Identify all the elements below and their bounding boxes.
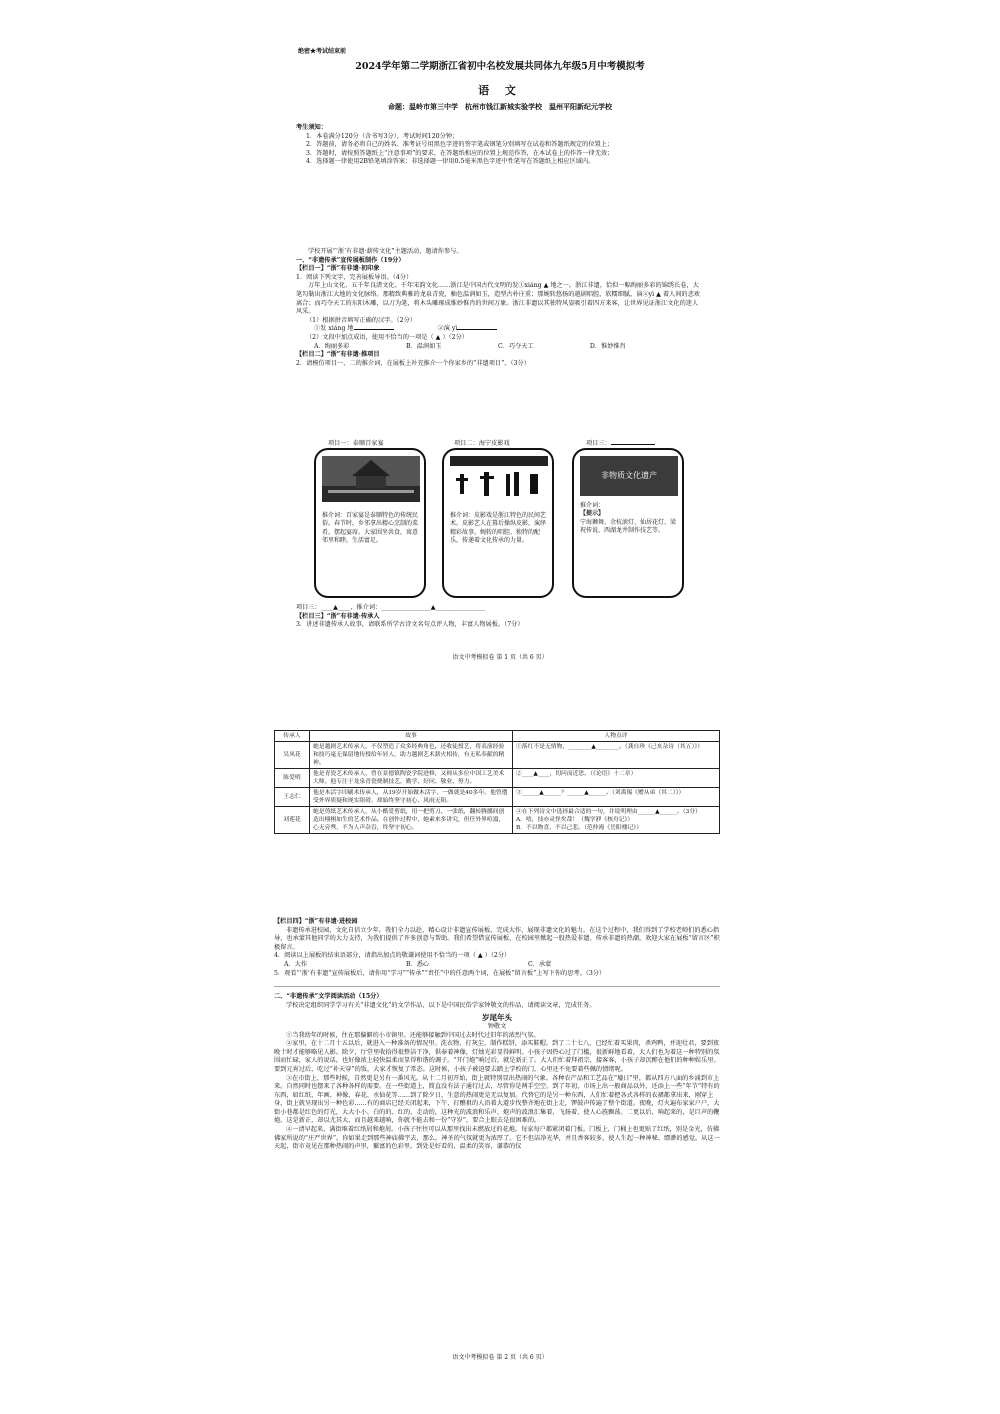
table-row: [275, 742, 720, 769]
table-header: 故事: [310, 731, 513, 742]
banquet-photo: [322, 456, 420, 502]
heritage-banner: 非物质文化遗产: [580, 456, 678, 496]
option-c: C．巧夺天工: [497, 342, 534, 350]
column2-heading: 【栏目二】“浙”有非遗·推项目: [296, 351, 380, 359]
table-row: [275, 807, 720, 834]
question-1-1: （1）根据拼音填写正确的汉字。（2分）: [306, 316, 416, 324]
project2-title: 项目二：海宁皮影戏: [454, 440, 510, 447]
column3-heading: 【栏目三】“浙”有非遗·传承人: [296, 612, 380, 620]
project1-title: 项目一：泰顺百家宴: [328, 440, 384, 447]
project3-text: 推介词：: [580, 502, 605, 509]
project2-text: 推介词：皮影戏是浙江特色的民间艺术。皮影艺人在幕后操纵皮影，演绎精彩故事，婉转的唱腔、独特的配乐，传递着文化传承的力量。: [450, 512, 547, 545]
inheritor-story: 他是青瓷艺术传承人，曾在景德镇陶瓷学院进修，又师从多位中国工艺美术大师。他专注于龙泉青瓷烧制技艺，勤学、好问、敬业、努力。: [310, 769, 513, 788]
notice-title: 考生须知：: [296, 124, 327, 131]
section1-tail: [296, 604, 700, 630]
section1-block: [296, 248, 700, 368]
passage-1: 万年上山文化、五千年良渚文化、千年宋韵文化……浙江是中国古代文明的发①xiáng ▲ 地之一。浙江非遗，恰似一幅绚丽多彩的锦绣长卷，大笔勾勒出浙江大地的文化脉络。那精致典雅的龙泉青瓷，釉色温润如玉，造型古朴庄重；那婉转悠扬的越剧唱腔，软糯细腻，演②yì ▲ 着人间的悲欢离合；而巧夺天工的东阳木雕，以刀为笔，将木头雕琢成惟妙惟肖的世间万象。浙江非遗以其独特风姿吸引着四方来客，让世界见证浙江文化的迷人风采。: [296, 282, 700, 316]
exam-title: 2024学年第二学期浙江省初中名校发展共同体九年级5月中考模拟考: [355, 61, 645, 72]
tip-text: 宁海狮舞、余杭滚灯、仙居花灯、梁祝传说、西湖龙井制作技艺等。: [580, 518, 677, 535]
inheritor-comment: ②____▲____，切问而近思。（《论语》十二章）: [513, 769, 720, 788]
blank-b: ②演 yì: [437, 325, 458, 333]
shadow-puppet-image: [450, 456, 548, 502]
notice-item: 2．答题前，请务必将自己的姓名、准考证号用黑色字迹的签字笔或钢笔分别填写在试卷和答题纸规定的位置上；: [306, 141, 614, 149]
inheritor-story: 他是木活字印刷术传承人，从19岁开始做木活字，一做就是40多年。他曾遭受外界质疑和现实阻碍，却始终坚守初心，风雨无阻。: [310, 788, 513, 807]
question-1: 1．阅读下列文字，完善展板导语。（4分）: [296, 273, 413, 281]
exam-page-1: [262, 36, 738, 668]
project1-text: 推介词：百家宴是泰顺特色的传统民俗。春节时，乡邻拿出精心烹制的菜肴，摆起宴席。大家围坐共食，寓意邻里和睦，生活富足。: [322, 512, 419, 545]
section2-intro: 学校决定组织同学学习有关“非遗文化”的文学作品，以下是中国民俗学家钟敬文的作品，请阅读文章，完成任务。: [286, 1001, 596, 1009]
column1-heading: 【栏目一】“浙”有非遗·初印象: [296, 265, 380, 273]
table-header: 传承人: [275, 731, 310, 742]
question-4-options: [274, 961, 720, 970]
notice-item: 3．答题时，请按照答题纸上“注意事项”的要求，在答题纸相应的位置上规范作答，在本试卷上的作答一律无效；: [306, 149, 614, 157]
option-d: D．惟妙惟肖: [589, 342, 626, 350]
secret-label: 绝密★考试结束前: [298, 48, 347, 55]
option-a: A．绚丽多彩: [314, 342, 350, 350]
notice-block: [296, 124, 700, 167]
inheritor-story: 她是越剧艺术传承人，不仅塑造了众多经典角色，还收徒授艺，将表演经验和技巧毫无保留地传授给年轻人，助力越剧艺术薪火相传，有无私奉献的精神。: [310, 742, 513, 769]
authors-line: 命题：温岭市第三中学 杭州市钱江新城实验学校 温州平阳新纪元学校: [388, 102, 612, 111]
section1-heading: 一、“非遗传承”宣传展板制作（19分）: [296, 256, 405, 264]
essay-paragraph: ②家里，在十二月十五以后，就进入一种准备的情况里。洗衣物，打灰尘，制作糕饼，添买鞋帽。到了二十七八，已经忙着买果肉，杀鸡鸭，并迎灶君，要到夜晚十时才能够略见人影。除夕，厅堂里收拾得很整洁干净，供奉着神像，灯烛光彩显得鲜明。小孩子因热心过了门槛，很新鲜地看着，大人们也为着这一种特别的氛围而忙碌，家人的说话，也好像浓上轻快温柔而显得和谐的调子。“开门炮”响过后，就是新正了。大人们忙着拜祖宗，接客客，小孩子却沉醉在他们的种种娱乐里。要到元宵过后，吃过“补天穿”的饭，大家才恢复了常态。这时候，小孩子被迫要去踏上学校的门，心里还不免要着些佩的情绪呢。: [274, 1040, 720, 1073]
option-c: C．承蒙: [527, 960, 552, 968]
question-2: 2．请模仿项目一、二的推介词，在展板上补充推介一个你家乡的“非遗项目”。（3分）: [296, 359, 530, 367]
notice-item: 1．本卷满分120分（含书写3分），考试时间120分钟；: [306, 132, 459, 140]
project2-card: [442, 448, 554, 598]
inheritor-name: 刘莲花: [275, 807, 310, 834]
page1-footer: 语文中考模拟卷 第 1 页（共 6 页）: [452, 654, 548, 661]
column4-heading: 【栏目四】“浙”有非遗·进校园: [274, 918, 358, 925]
essay-author: 钟敬文: [487, 1022, 507, 1030]
project3-answer-line: 项目三：____▲____，推介词：________________▲________________: [296, 604, 485, 611]
option-a: A．大作: [284, 960, 308, 968]
project3-card: [572, 448, 684, 598]
question-1-options: [296, 343, 700, 352]
notice-item: 4．选择题一律使用2B铅笔填涂答案；非选择题一律用0.5毫米黑色字迹中性笔写在答题纸上相应区域内。: [306, 158, 595, 166]
table-row: [275, 788, 720, 807]
column4-text: 非遗传承进校园，文化自信立少年。我们全力以赴，精心设计非遗宣传展板，完成大作，展现非遗文化的魅力。在这个过程中，我们得到了学校老师们的悉心指导，也承蒙其他同学的大力支持，为我们提供了许多创意与帮助。我们希望借宣传展板，在校园里掀起一股热爱非遗、传承非遗的热潮，欢迎大家在展板“留言区”积极留言。: [274, 926, 720, 951]
inheritor-comment: ④在下列诗文中选择最合适的一句，并说明理由______▲______。（3分） A．嘻，技亦灵怪矣哉！（魏学洢《核舟记》） B．不以物喜，不以己悲。（范仲淹《岳阳楼记》）: [513, 807, 720, 834]
essay-paragraph: ④一清早起来，满街堆着红纸屑和炮屑。小孩子往往可以从那里找出未燃放过的花炮。每家每户都紧闭着门板。门板上，门桶上也更贴了红纸，别是金光，仿佛佛家所说的“庄严世界”。你如果走到那些神庙佛宇去，那么，神圣的气氛就更为浓厚了。它不但洁净光华，并且香客较多，使人生起一种神秘、缥渺的感觉。从这一天起，街市竟见在那种热闹的声里，繁富的色彩里。到处是好看的，温柔的笑容，谦恭的仪: [274, 1126, 720, 1151]
inheritor-story: 她是剪纸艺术传承人，从小酷爱剪纸，用一把剪刀、一张纸，翻转腾挪间创造出栩栩如生的艺术作品。在创作过程中，她素来多讲究，但任外界喧嚣，心无旁骛，不为人声杂沓，终坚守初心。: [310, 807, 513, 834]
option-b: B．温润如玉: [405, 342, 442, 350]
project-cards: [314, 440, 684, 600]
table-header: 人物点评: [513, 731, 720, 742]
table-row: [275, 769, 720, 788]
question-5: 5．观看“‘浙’有非遗”宣传展板后，请你用“学习”“传承”“责任”中的任意两个词，在展板“留言板”上写下你的思考。（3分）: [274, 969, 606, 977]
tip-title: 【提示】: [580, 510, 605, 518]
question-4: 4．阅读以上展板的结束语部分，请指出加点的敬谦词使用不恰当的一项（ ▲ ）（2分）: [274, 952, 511, 960]
essay-paragraph: ③在市街上，那些时候，自然更是另有一番风光。从十二月初开始，街上就特别显出热闹的气象。各种农产品和工艺品在“墟日”里，都从四方八面的乡涌到市上来。自然同时也摆来了各种各样的需要。在一些街道上，简直没有法子通行过去，尽管你是两手空空。到了年初，市场上出一般商品以外，还添上一些“年节”特有的东西，如红纸、年画、神像、春花、水仙花等……到了除夕日，生意的热闹更是无以复加。代替它的是另一种东西，人们忙着把各式各样的衣裙都拿出来，刚穿上身，街上就呈现出另一种色彩……有的商店已经关闭起来，下午，打醮祖的人沿着大道步伐整齐地在街上走，锣鼓声传遍了整个街道。夜晚，灯火遍布家家户户，大街小巷都是红色的灯光，大大小小、白的的、红的，走动的，这种光的波浪和乐声、炮声的波浪汇集着，飞扬着，使人心旌飘荡。二更以后，响起来的，是巨声的鞭炮。这是新正，却以尤其大，而且越来越响，你就不能去和一份“守岁”，要合上眼去是很困难的。: [274, 1074, 720, 1125]
essay-title: 岁尾年头: [482, 1013, 512, 1023]
exam-page-2: [262, 700, 738, 1372]
section2-heading: 二、“非遗传承”文学阅读活动（15分）: [274, 993, 383, 1001]
inheritor-name: 吴凤花: [275, 742, 310, 769]
question-3: 3．讲述非遗传承人故事，请联系所学古诗文名句点评人物，丰富人物展板。（7分）: [296, 621, 524, 629]
question-1-1-answers: [296, 325, 700, 334]
inheritor-name: 陈爱明: [275, 769, 310, 788]
project3-title: 项目三：: [586, 440, 655, 449]
inheritor-name: 王志仁: [275, 788, 310, 807]
inheritor-comment: ①落红不是无情物，________▲________。（龚自珍《己亥杂诗（其五）》）: [513, 742, 720, 769]
essay-paragraph: ①当我幼年的时候，住在那偏僻的小市镇里。还能够接触到中国过去时代过旧年的浓烈气氛。: [286, 1031, 540, 1039]
blank-a: ①发 xiáng 地: [314, 325, 354, 333]
page2-footer: 语文中考模拟卷 第 2 页（共 6 页）: [452, 1354, 548, 1361]
intro-text: 学校开展“‘浙’有非遗·薪传文化”主题活动，邀请你参与。: [308, 248, 463, 255]
question-1-2: （2）文段中加点成语，使用不恰当的一项是（ ▲ ）（2分）: [306, 333, 468, 341]
inheritor-comment: ③______▲______？______▲______。（刘禹锡《赠从弟（其二）》）: [513, 788, 720, 807]
subject-title: 语 文: [478, 84, 522, 97]
option-b: B．悉心: [405, 960, 430, 968]
project1-card: [314, 448, 426, 598]
inheritor-table: [274, 730, 720, 834]
page2-body: [274, 918, 720, 1152]
